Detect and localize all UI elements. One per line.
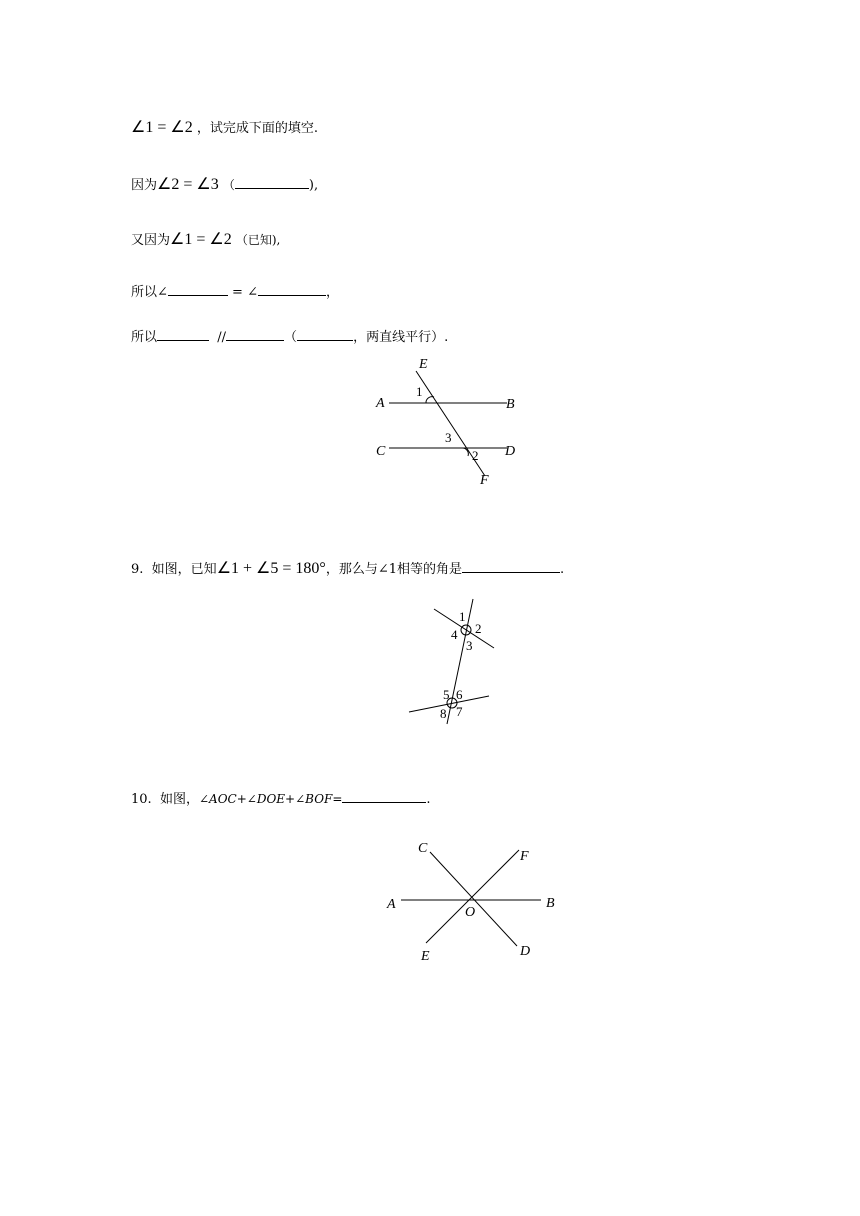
q10-line-ef bbox=[426, 850, 519, 943]
q9-label-2: 2 bbox=[475, 621, 482, 636]
q8-also-reason: （已知), bbox=[235, 233, 281, 247]
q8-because-math: ∠2 = ∠3 bbox=[157, 176, 219, 193]
q8-equals: = ∠ bbox=[227, 285, 258, 300]
q8-label-f: F bbox=[480, 473, 489, 488]
q10-number: 10. bbox=[131, 792, 152, 807]
q9-end: . bbox=[560, 562, 565, 577]
q10-label-b: B bbox=[546, 896, 555, 911]
q8-label-c: C bbox=[376, 444, 386, 459]
q10-label-c: C bbox=[418, 841, 428, 856]
q10-label-f: F bbox=[520, 849, 529, 864]
q8-label-b: B bbox=[506, 397, 515, 412]
q9-label-4: 4 bbox=[451, 627, 458, 642]
q8-given-text: ，试完成下面的填空. bbox=[196, 121, 318, 136]
q8-label-angle3: 3 bbox=[445, 430, 452, 445]
q8-angle1-arc bbox=[426, 397, 434, 403]
q10-label-e: E bbox=[421, 949, 430, 964]
q8-paren-open-2: （ bbox=[284, 330, 298, 345]
q9-text-suffix: ，那么与∠1相等的角是 bbox=[325, 562, 462, 577]
q8-comma: ， bbox=[325, 285, 339, 300]
q9-text-prefix: 如图，已知 bbox=[151, 562, 217, 577]
q8-label-a: A bbox=[376, 396, 385, 411]
q9-label-5: 5 bbox=[443, 687, 450, 702]
q10-end: . bbox=[426, 792, 431, 807]
q8-parallel-symbol: // bbox=[217, 330, 227, 345]
q8-so2-label: 所以 bbox=[131, 330, 158, 345]
q10-label-o: O bbox=[465, 905, 476, 920]
q8-paren-open: （ bbox=[222, 178, 235, 192]
q9-number: 9. bbox=[131, 562, 144, 577]
q10-figure bbox=[401, 850, 541, 946]
q8-also-label: 又因为 bbox=[131, 233, 171, 248]
q8-also-math: ∠1 = ∠2 bbox=[170, 231, 232, 248]
q10-text-prefix: 如图， bbox=[159, 792, 199, 807]
q8-paren-close: ), bbox=[308, 178, 319, 193]
q8-reason-text: ，两直线平行）. bbox=[353, 330, 449, 345]
q9-label-3: 3 bbox=[466, 638, 473, 653]
q9-label-8: 8 bbox=[440, 706, 447, 721]
q8-figure bbox=[389, 371, 507, 476]
q8-label-angle2: 2 bbox=[472, 448, 479, 463]
q9-figure bbox=[409, 599, 494, 724]
q8-label-e: E bbox=[419, 357, 428, 372]
q9-label-6: 6 bbox=[456, 687, 463, 702]
q8-so-label: 所以∠ bbox=[131, 285, 168, 300]
q10-label-d: D bbox=[520, 944, 531, 959]
q10-label-a: A bbox=[387, 897, 396, 912]
q8-label-d: D bbox=[505, 444, 516, 459]
q9-label-1: 1 bbox=[459, 609, 466, 624]
q9-label-7: 7 bbox=[456, 704, 463, 719]
q8-because-label: 因为 bbox=[131, 178, 158, 193]
q10-math: ∠AOC+∠DOE+∠BOF= bbox=[198, 792, 343, 806]
q8-label-angle1: 1 bbox=[416, 384, 423, 399]
q8-given-math: ∠1 = ∠2 bbox=[131, 119, 193, 136]
q9-math: ∠1 + ∠5 = 180° bbox=[216, 560, 326, 577]
q10-line-cd bbox=[430, 852, 517, 946]
